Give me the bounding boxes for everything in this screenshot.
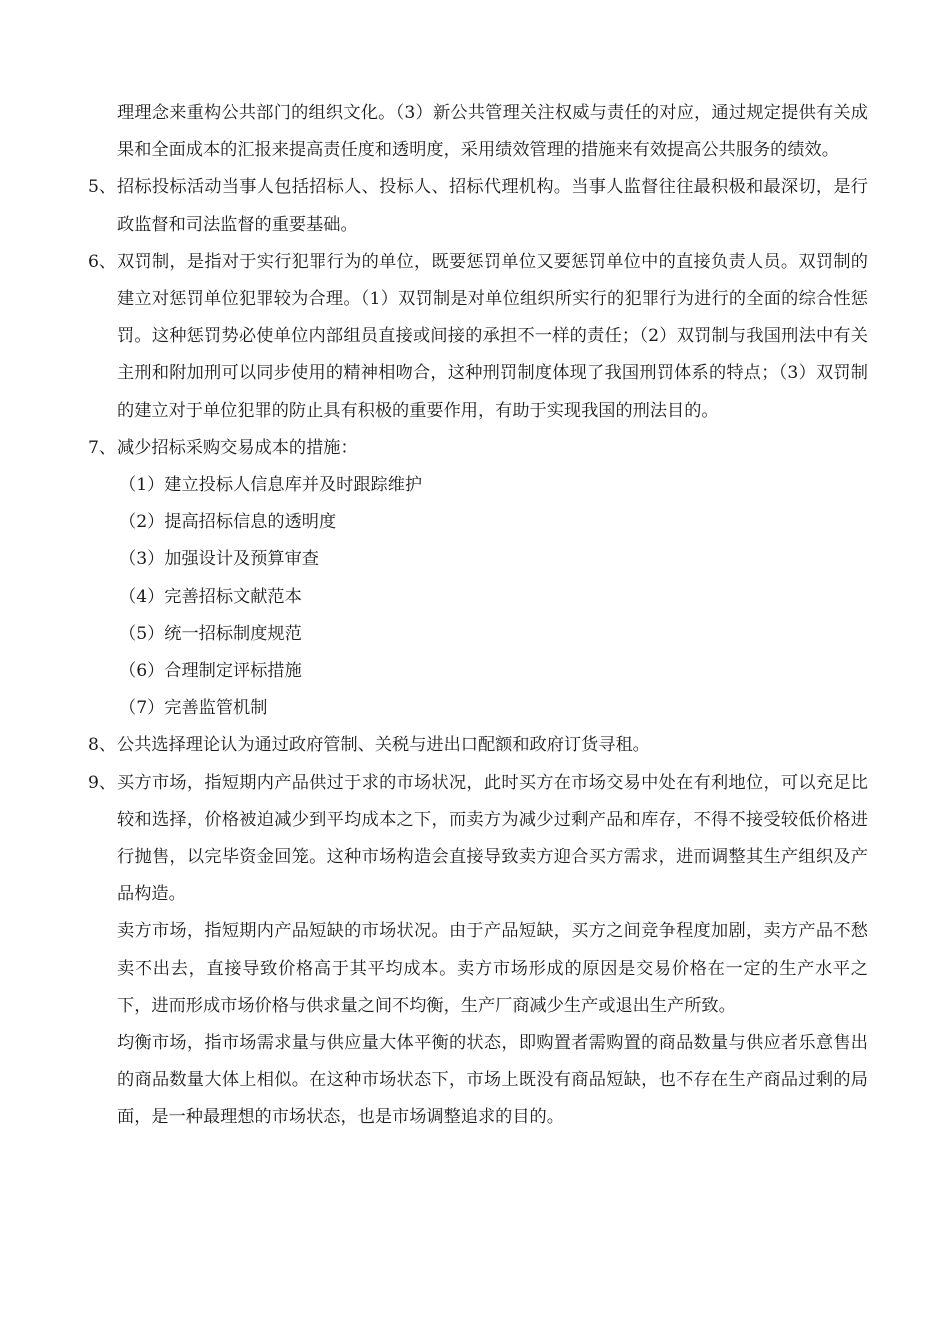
item-text: 公共选择理论认为通过政府管制、关税与进出口配额和政府订货寻租。 bbox=[117, 735, 650, 756]
equilibrium-market-paragraph: 均衡市场，指市场需求量与供应量大体平衡的状态，即购置者需购置的商品数量与供应者乐意售出的商品数量大体上相似。在这种市场状态下，市场上既没有商品短缺，也不存在生产商品过剩的局面，是一种最理想的市场状态，也是市场调整追求的目的。 bbox=[117, 1033, 868, 1128]
list-item-7 bbox=[88, 430, 868, 467]
document-body bbox=[88, 95, 868, 1137]
item-number: 5、 bbox=[88, 177, 117, 198]
item-text: 买方市场，指短期内产品供过于求的市场状况，此时买方在市场交易中处在有利地位，可以充足比较和选择，价格被迫减少到平均成本之下，而卖方为减少过剩产品和库存，不得不接受较低价格进行抛售，以完毕资金回笼。这种市场构造会直接导致卖方迎合买方需求，进而调整其生产组织及产品构造。 bbox=[117, 772, 868, 905]
continuation-paragraph: 理理念来重构公共部门的组织文化。（3）新公共管理关注权威与责任的对应，通过规定提供有关成果和全面成本的汇报来提高责任度和透明度，采用绩效管理的措施来有效提高公共服务的绩效。 bbox=[117, 103, 868, 161]
item-number: 7、 bbox=[88, 437, 117, 458]
sub-item: （6）合理制定评标措施 bbox=[119, 661, 302, 682]
item-text: 双罚制，是指对于实行犯罪行为的单位，既要惩罚单位又要惩罚单位中的直接负责人员。双罚制的建立对惩罚单位犯罪较为合理。（1）双罚制是对单位组织所实行的犯罪行为进行的全面的综合性惩罚。这种惩罚势必使单位内部组员直接或间接的承担不一样的责任；（2）双罚制与我国刑法中有关主刑和附加刑可以同步使用的精神相吻合，这种刑罚制度体现了我国刑罚体系的特点；（3）双罚制的建立对于单位犯罪的防止具有积极的重要作用，有助于实现我国的刑法目的。 bbox=[117, 251, 868, 421]
list-item-6 bbox=[88, 244, 868, 430]
item-text: 减少招标采购交易成本的措施： bbox=[117, 437, 358, 458]
sub-item: （2）提高招标信息的透明度 bbox=[119, 512, 337, 533]
list-item-5 bbox=[88, 169, 868, 243]
sub-item: （7）完善监管机制 bbox=[119, 698, 268, 719]
sub-item: （3）加强设计及预算审查 bbox=[119, 549, 319, 570]
sub-item: （1）建立投标人信息库并及时跟踪维护 bbox=[119, 475, 423, 496]
item-number: 8、 bbox=[88, 735, 117, 756]
sellers-market-paragraph: 卖方市场，指短期内产品短缺的市场状况。由于产品短缺，买方之间竞争程度加剧，卖方产品不愁卖不出去，直接导致价格高于其平均成本。卖方市场形成的原因是交易价格在一定的生产水平之下，进而形成市场价格与供求量之间不均衡，生产厂商减少生产或退出生产所致。 bbox=[117, 921, 868, 1016]
sub-item: （4）完善招标文献范本 bbox=[119, 586, 302, 607]
list-item-9 bbox=[88, 765, 868, 914]
item-number: 9、 bbox=[88, 772, 117, 793]
sub-item: （5）统一招标制度规范 bbox=[119, 623, 302, 644]
item-number: 6、 bbox=[88, 251, 117, 272]
list-item-8 bbox=[88, 727, 868, 764]
item-text: 招标投标活动当事人包括招标人、投标人、招标代理机构。当事人监督往往最积极和最深切，是行政监督和司法监督的重要基础。 bbox=[117, 177, 868, 235]
